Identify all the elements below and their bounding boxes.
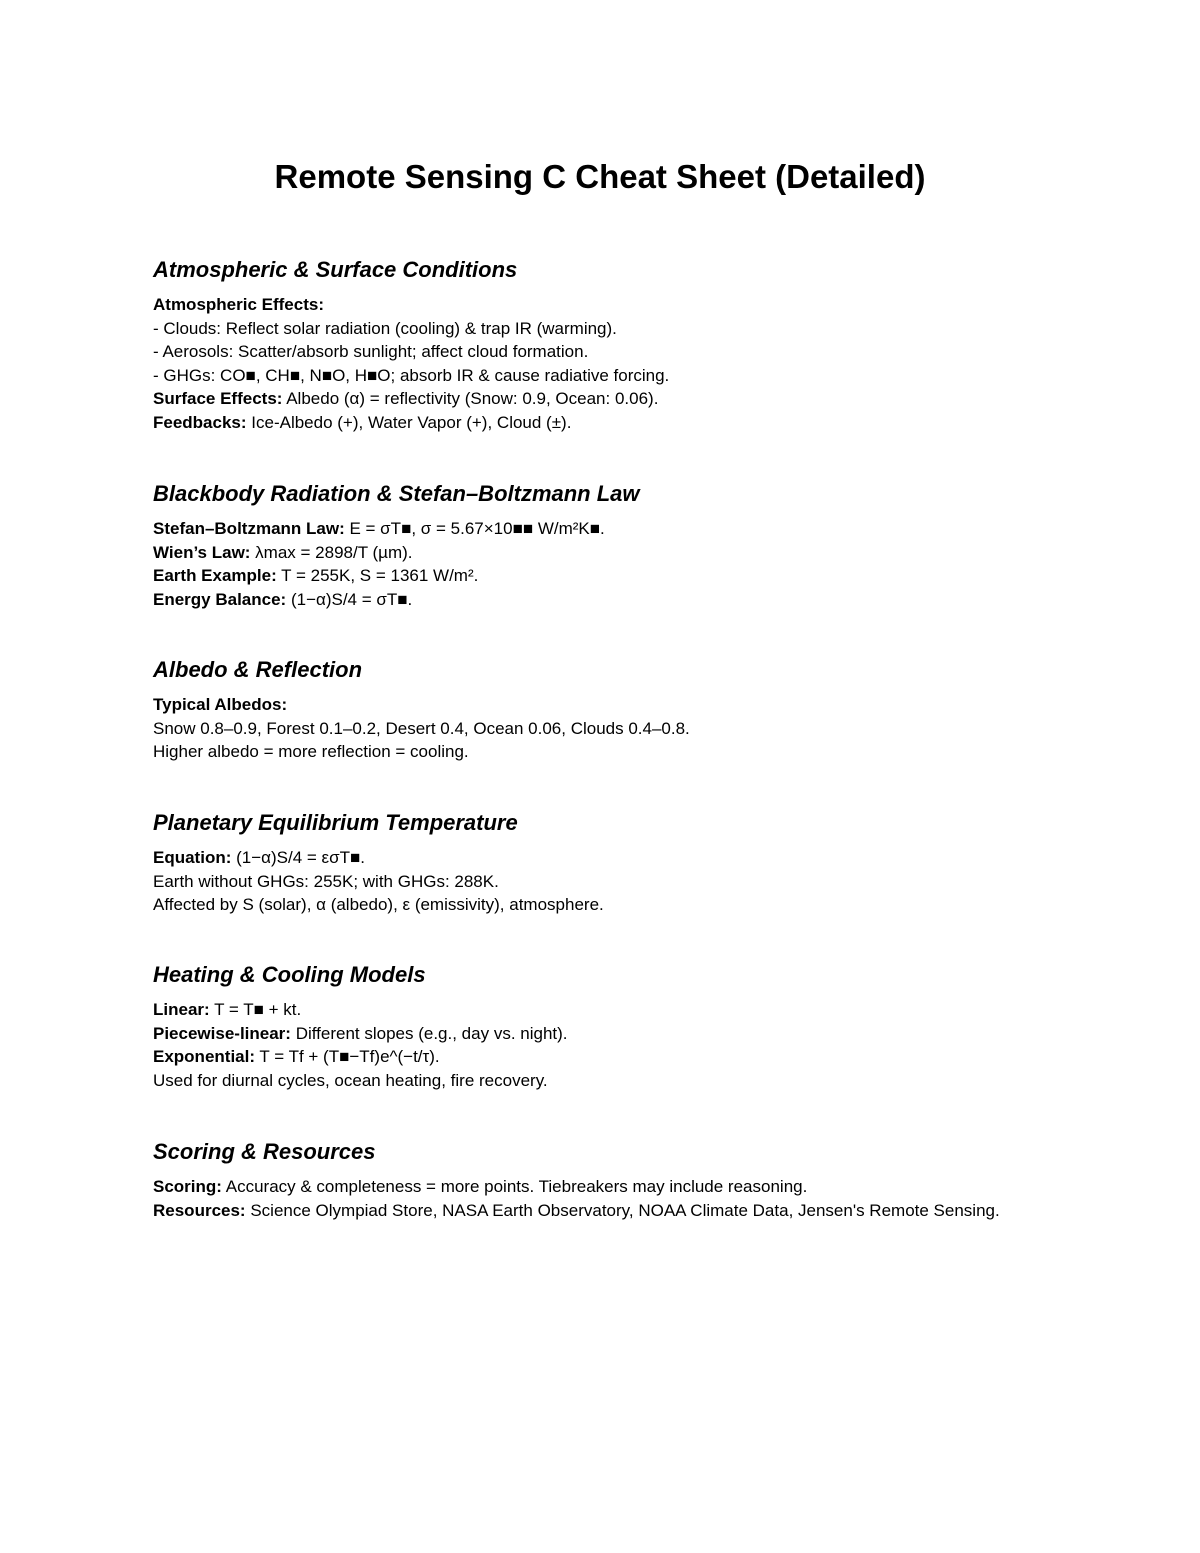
section-heating-cooling [153,960,1033,1092]
section-heading: Atmospheric & Surface Conditions [153,257,518,282]
text-line [153,717,1033,741]
line-text: - Clouds: Reflect solar radiation (cooling) & trap IR (warming). [153,318,617,338]
section-body [153,293,1033,434]
section-scoring-resources [153,1137,1033,1222]
text-line [153,740,1033,764]
text-line [153,317,1033,341]
line-label: Energy Balance: [153,589,287,609]
line-text: - Aerosols: Scatter/absorb sunlight; affect cloud formation. [153,342,589,361]
text-line [153,1199,1033,1223]
text-line [153,517,1033,541]
section-atmospheric-surface [153,255,1033,434]
line-label: Exponential: [153,1047,256,1066]
text-line [153,340,1033,364]
line-label: Feedbacks: [153,412,247,432]
section-planetary-equilibrium [153,808,1033,917]
section-heading: Blackbody Radiation & Stefan–Boltzmann Law [153,481,640,506]
text-line [153,293,1033,317]
line-label: Equation: [153,848,232,867]
section-body [153,1175,1033,1222]
line-label: Piecewise-linear: [153,1023,291,1043]
line-label: Earth Example: [153,566,277,585]
section-blackbody-radiation [153,479,1033,611]
line-text: T = 255K, S = 1361 W/m². [276,566,479,585]
text-line [153,564,1033,588]
line-label: Wien’s Law: [153,542,251,562]
text-line [153,846,1033,870]
line-label: Resources: [153,1200,246,1220]
text-line [153,1045,1033,1069]
line-label: Stefan–Boltzmann Law: [153,519,345,538]
text-line [153,387,1033,411]
line-text: T = T■ + kt. [209,1000,302,1019]
text-line [153,588,1033,612]
text-line [153,1069,1033,1093]
line-text: λmax = 2898/T (µm). [250,542,413,562]
section-heading: Albedo & Reflection [153,657,363,682]
line-text: T = Tf + (T■−Tf)e^(−t/τ). [255,1047,440,1066]
line-text: Affected by S (solar), α (albedo), ε (emissivity), atmosphere. [153,895,604,914]
line-text: (1−α)S/4 = σT■. [286,589,413,609]
section-body [153,846,1033,917]
line-label: Typical Albedos: [153,695,288,714]
line-text: Snow 0.8–0.9, Forest 0.1–0.2, Desert 0.4, Ocean 0.06, Clouds 0.4–0.8. [153,718,690,738]
text-line [153,893,1033,917]
line-text: Different slopes (e.g., day vs. night). [290,1023,568,1043]
section-body [153,998,1033,1092]
line-label: Surface Effects: [153,389,283,408]
line-label: Scoring: [153,1177,222,1196]
page-title: Remote Sensing C Cheat Sheet (Detailed) [274,158,926,195]
line-text: Science Olympiad Store, NASA Earth Observatory, NOAA Climate Data, Jensen's Remote Sensing. [245,1200,1000,1220]
text-line [153,998,1033,1022]
text-line [153,364,1033,388]
section-albedo-reflection [153,655,1033,764]
section-body [153,693,1033,764]
section-heading: Planetary Equilibrium Temperature [153,810,518,835]
section-heading: Heating & Cooling Models [153,962,426,987]
line-text: Ice-Albedo (+), Water Vapor (+), Cloud (±). [246,412,572,432]
line-text: Accuracy & completeness = more points. Tiebreakers may include reasoning. [221,1177,808,1196]
line-text: - GHGs: CO■, CH■, N■O, H■O; absorb IR & cause radiative forcing. [153,365,670,385]
text-line [153,1022,1033,1046]
line-text: Used for diurnal cycles, ocean heating, fire recovery. [153,1070,548,1090]
section-heading: Scoring & Resources [153,1139,376,1164]
text-line [153,693,1033,717]
line-label: Linear: [153,1000,210,1019]
line-text: Earth without GHGs: 255K; with GHGs: 288K. [153,871,499,891]
line-label: Atmospheric Effects: [153,295,324,314]
text-line [153,1175,1033,1199]
line-text: (1−α)S/4 = εσT■. [231,848,365,867]
text-line [153,411,1033,435]
text-line [153,541,1033,565]
text-line [153,870,1033,894]
section-body [153,517,1033,611]
line-text: Higher albedo = more reflection = cooling. [153,742,469,761]
line-text: Albedo (α) = reflectivity (Snow: 0.9, Ocean: 0.06). [282,389,659,408]
line-text: E = σT■, σ = 5.67×10■■ W/m²K■. [344,519,605,538]
